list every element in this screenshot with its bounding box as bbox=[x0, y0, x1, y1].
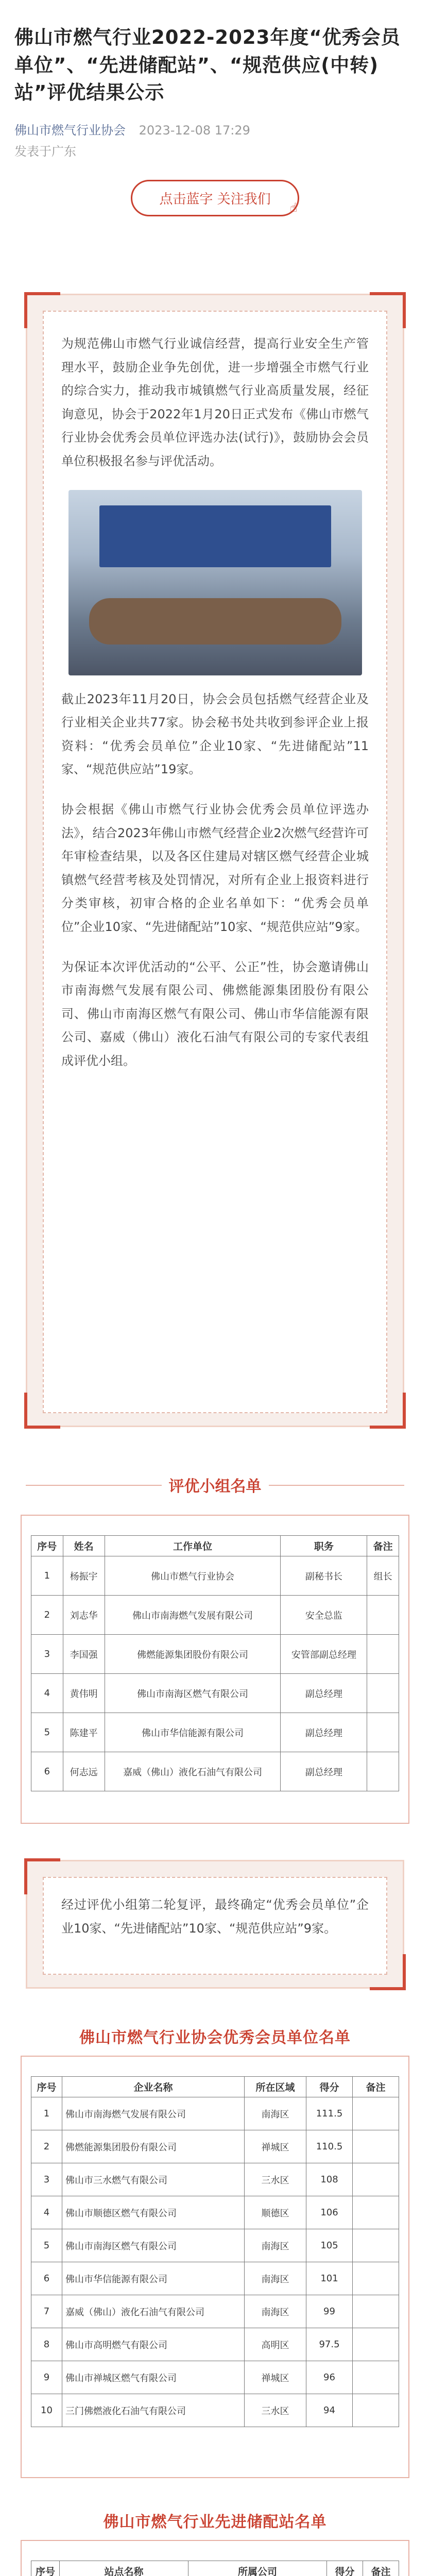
excellent-table bbox=[31, 2076, 399, 2427]
table-cell: 94 bbox=[306, 2394, 353, 2427]
column-header: 序号 bbox=[31, 1536, 63, 1556]
table-cell bbox=[353, 2163, 399, 2196]
table-cell: 三门佛燃液化石油气有限公司 bbox=[62, 2394, 245, 2427]
table-row bbox=[31, 2196, 399, 2229]
article-title: 佛山市燃气行业2022-2023年度“优秀会员单位”、“先进储配站”、“规范供应(中转)站”评优结果公示 bbox=[14, 26, 401, 104]
table-cell: 6 bbox=[31, 2262, 62, 2295]
table-cell: 9 bbox=[31, 2361, 62, 2394]
table-cell: 组长 bbox=[367, 1556, 399, 1596]
table-row bbox=[31, 1752, 399, 1791]
table-cell: 佛山市华信能源有限公司 bbox=[105, 1713, 281, 1752]
table-cell bbox=[353, 2196, 399, 2229]
table-cell bbox=[367, 1635, 399, 1674]
corner-decoration bbox=[24, 1858, 60, 1894]
table-cell bbox=[353, 2229, 399, 2262]
table-cell: 副秘书长 bbox=[281, 1556, 367, 1596]
table-cell: 副总经理 bbox=[281, 1713, 367, 1752]
table-row bbox=[31, 2229, 399, 2262]
table-cell: 李国强 bbox=[63, 1635, 105, 1674]
corner-decoration bbox=[24, 292, 60, 328]
table-cell: 99 bbox=[306, 2295, 353, 2328]
table-cell: 佛燃能源集团股份有限公司 bbox=[62, 2130, 245, 2163]
corner-decoration bbox=[370, 1393, 406, 1429]
table-cell: 105 bbox=[306, 2229, 353, 2262]
table-cell: 南海区 bbox=[245, 2097, 306, 2130]
table-cell bbox=[367, 1713, 399, 1752]
table-cell: 101 bbox=[306, 2262, 353, 2295]
column-header: 备注 bbox=[353, 2077, 399, 2097]
presentation-screen bbox=[99, 505, 331, 567]
table-header-row bbox=[31, 2077, 399, 2097]
table-cell: 陈建平 bbox=[63, 1713, 105, 1752]
table-cell: 3 bbox=[31, 2163, 62, 2196]
table-cell: 1 bbox=[31, 1556, 63, 1596]
table-cell bbox=[353, 2130, 399, 2163]
follow-button[interactable]: 点击蓝字 关注我们 bbox=[131, 180, 299, 216]
table-row bbox=[31, 2130, 399, 2163]
table-cell: 佛山市南海区燃气有限公司 bbox=[105, 1674, 281, 1713]
table-cell bbox=[353, 2295, 399, 2328]
column-header: 工作单位 bbox=[105, 1536, 281, 1556]
committee-table bbox=[31, 1535, 399, 1791]
table-cell: 111.5 bbox=[306, 2097, 353, 2130]
corner-decoration bbox=[370, 1954, 406, 1990]
corner-decoration bbox=[370, 292, 406, 328]
table-cell: 4 bbox=[31, 1674, 63, 1713]
table-cell: 嘉威（佛山）液化石油气有限公司 bbox=[62, 2295, 245, 2328]
intro-card bbox=[26, 294, 404, 1427]
table-cell: 佛山市顺德区燃气有限公司 bbox=[62, 2196, 245, 2229]
table-cell: 佛山市南海区燃气有限公司 bbox=[62, 2229, 245, 2262]
table-cell: 禅城区 bbox=[245, 2361, 306, 2394]
table-cell: 副总经理 bbox=[281, 1674, 367, 1713]
table-cell: 1 bbox=[31, 2097, 62, 2130]
table-header-row bbox=[31, 1536, 399, 1556]
table-cell bbox=[367, 1752, 399, 1791]
table-header-row bbox=[31, 2561, 399, 2576]
table-cell: 黄伟明 bbox=[63, 1674, 105, 1713]
table-cell: 禅城区 bbox=[245, 2130, 306, 2163]
table-cell: 佛山市南海燃气发展有限公司 bbox=[62, 2097, 245, 2130]
table-row bbox=[31, 2262, 399, 2295]
article-meta bbox=[14, 120, 416, 159]
table-cell: 3 bbox=[31, 1635, 63, 1674]
table-cell: 佛山市华信能源有限公司 bbox=[62, 2262, 245, 2295]
result-paragraph: 经过评优小组第二轮复评，最终确定“优秀会员单位”企业10家、“先进储配站”10家、“规范供应站”9家。 bbox=[61, 1897, 369, 1936]
column-header: 得分 bbox=[327, 2561, 363, 2576]
meeting-table bbox=[89, 598, 341, 645]
table-row bbox=[31, 1674, 399, 1713]
table-row bbox=[31, 1596, 399, 1635]
table-cell: 嘉威（佛山）液化石油气有限公司 bbox=[105, 1752, 281, 1791]
table-row bbox=[31, 1635, 399, 1674]
table-cell bbox=[367, 1674, 399, 1713]
table-cell: 2 bbox=[31, 2130, 62, 2163]
table-cell bbox=[367, 1596, 399, 1635]
table-cell: 副总经理 bbox=[281, 1752, 367, 1791]
table-cell: 三水区 bbox=[245, 2394, 306, 2427]
column-header: 站点名称 bbox=[60, 2561, 188, 2576]
column-header: 所属公司 bbox=[188, 2561, 327, 2576]
table-cell: 安全总监 bbox=[281, 1596, 367, 1635]
column-header: 序号 bbox=[31, 2561, 60, 2576]
intro-paragraph: 协会根据《佛山市燃气行业协会优秀会员单位评选办法》，结合2023年佛山市燃气经营企业2次燃气经营许可年审检查结果，以及各区住建局对辖区燃气经营企业城镇燃气经营考核及处罚情况，对所有企业上报资料进行分类审核，初审合格的企业名单如下：“优秀会员单位”企业10家、“先进储配站”10家、“规范供应站”9家。 bbox=[61, 802, 369, 934]
intro-paragraph: 为规范佛山市燃气行业诚信经营，提高行业安全生产管理水平，鼓励企业争先创优，进一步增强全市燃气行业的综合实力，推动我市城镇燃气行业高质量发展，经征询意见，协会于2022年1月20日正式发布《佛山市燃气行业协会优秀会员单位评选办法(试行)》，鼓励协会会员单位积极报名参与评优活动。 bbox=[61, 336, 369, 468]
table-cell: 佛山市燃气行业协会 bbox=[105, 1556, 281, 1596]
table-cell: 杨振宇 bbox=[63, 1556, 105, 1596]
table-cell: 4 bbox=[31, 2196, 62, 2229]
table-cell bbox=[353, 2361, 399, 2394]
table-cell: 何志远 bbox=[63, 1752, 105, 1791]
table-cell: 佛燃能源集团股份有限公司 bbox=[105, 1635, 281, 1674]
table-cell: 高明区 bbox=[245, 2328, 306, 2361]
account-name-link[interactable]: 佛山市燃气行业协会 bbox=[14, 123, 126, 138]
stations-table bbox=[31, 2561, 399, 2576]
table-cell: 5 bbox=[31, 1713, 63, 1752]
table-cell: 8 bbox=[31, 2328, 62, 2361]
intro-paragraph: 截止2023年11月20日，协会会员包括燃气经营企业及行业相关企业共77家。协会秘书处共收到参评企业上报资料：“优秀会员单位”企业10家、“先进储配站”11家、“规范供应站”19家。 bbox=[61, 691, 369, 777]
column-header: 所在区域 bbox=[245, 2077, 306, 2097]
table-cell: 佛山市高明燃气有限公司 bbox=[62, 2328, 245, 2361]
intro-paragraph: 为保证本次评优活动的“公平、公正”性，协会邀请佛山市南海燃气发展有限公司、佛燃能源集团股份有限公司、佛山市南海区燃气有限公司、佛山市华信能源有限公司、嘉威（佛山）液化石油气有限公司的专家代表组成评优小组。 bbox=[61, 959, 369, 1068]
publish-date: 2023-12-08 17:29 bbox=[139, 123, 250, 138]
table-row bbox=[31, 2394, 399, 2427]
table-cell: 10 bbox=[31, 2394, 62, 2427]
table-cell: 顺德区 bbox=[245, 2196, 306, 2229]
table-row bbox=[31, 2361, 399, 2394]
table-row bbox=[31, 2163, 399, 2196]
table-row bbox=[31, 2097, 399, 2130]
table-cell: 2 bbox=[31, 1596, 63, 1635]
stations-heading: 佛山市燃气行业先进储配站名单 bbox=[103, 2513, 327, 2531]
column-header: 企业名称 bbox=[62, 2077, 245, 2097]
hand-pointer-icon: ☝ bbox=[289, 200, 298, 215]
article-header bbox=[0, 0, 430, 159]
table-row bbox=[31, 1713, 399, 1752]
column-header: 姓名 bbox=[63, 1536, 105, 1556]
result-card bbox=[26, 1860, 404, 1989]
table-cell: 97.5 bbox=[306, 2328, 353, 2361]
column-header: 职务 bbox=[281, 1536, 367, 1556]
column-header: 备注 bbox=[367, 1536, 399, 1556]
table-cell: 5 bbox=[31, 2229, 62, 2262]
meeting-photo bbox=[68, 490, 362, 675]
table-cell: 108 bbox=[306, 2163, 353, 2196]
column-header: 序号 bbox=[31, 2077, 62, 2097]
table-row bbox=[31, 2295, 399, 2328]
follow-banner bbox=[117, 180, 313, 216]
table-cell: 佛山市三水燃气有限公司 bbox=[62, 2163, 245, 2196]
table-cell: 96 bbox=[306, 2361, 353, 2394]
column-header: 得分 bbox=[306, 2077, 353, 2097]
table-row bbox=[31, 2328, 399, 2361]
excellent-heading: 佛山市燃气行业协会优秀会员单位名单 bbox=[79, 2029, 351, 2047]
table-cell: 106 bbox=[306, 2196, 353, 2229]
table-cell: 佛山市南海燃气发展有限公司 bbox=[105, 1596, 281, 1635]
corner-decoration bbox=[24, 1393, 60, 1429]
table-cell bbox=[353, 2328, 399, 2361]
intro-content bbox=[43, 311, 387, 1413]
table-cell: 三水区 bbox=[245, 2163, 306, 2196]
table-cell: 7 bbox=[31, 2295, 62, 2328]
table-cell: 安管部副总经理 bbox=[281, 1635, 367, 1674]
table-cell: 南海区 bbox=[245, 2262, 306, 2295]
table-cell bbox=[353, 2394, 399, 2427]
table-row bbox=[31, 1556, 399, 1596]
column-header: 备注 bbox=[363, 2561, 399, 2576]
table-cell: 南海区 bbox=[245, 2229, 306, 2262]
table-cell bbox=[353, 2262, 399, 2295]
committee-heading: 评优小组名单 bbox=[26, 1473, 404, 1496]
table-cell: 刘志华 bbox=[63, 1596, 105, 1635]
table-cell: 6 bbox=[31, 1752, 63, 1791]
table-cell: 110.5 bbox=[306, 2130, 353, 2163]
table-cell: 南海区 bbox=[245, 2295, 306, 2328]
result-content bbox=[43, 1877, 387, 1975]
table-cell bbox=[353, 2097, 399, 2130]
table-cell: 佛山市禅城区燃气有限公司 bbox=[62, 2361, 245, 2394]
publish-origin: 发表于广东 bbox=[14, 144, 76, 159]
